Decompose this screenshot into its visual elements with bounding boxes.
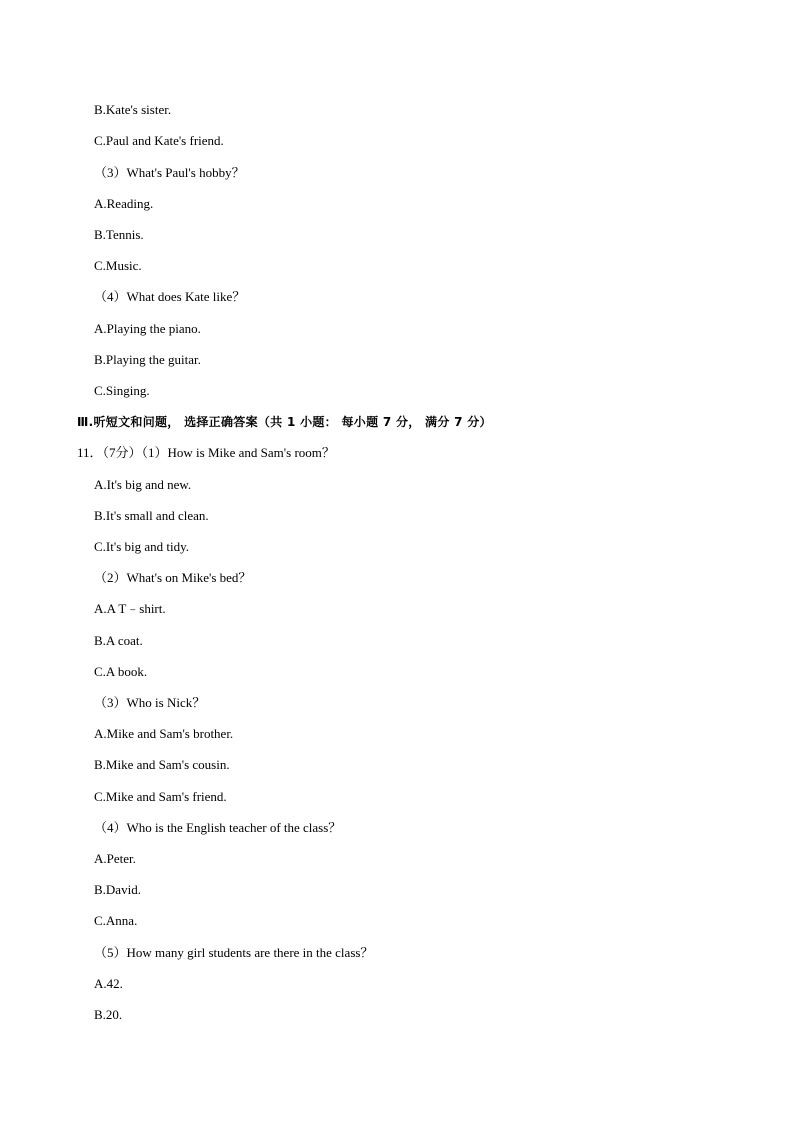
option-c-anna: C.Anna. [94, 913, 138, 928]
option-a-big-new: A.It's big and new. [94, 477, 192, 492]
option-b-kates-sister: B.Kate's sister. [94, 102, 172, 117]
question-3-who-nick: （3）Who is Nick？ [94, 695, 206, 710]
option-a-tshirt: A.A T﹣shirt. [94, 601, 166, 616]
question-5-girl-students: （5）How many girl students are there in the class？ [94, 945, 374, 960]
option-b-small-clean: B.It's small and clean. [94, 508, 209, 523]
option-c-music: C.Music. [94, 258, 142, 273]
option-b-david: B.David. [94, 882, 141, 897]
option-c-book: C.A book. [94, 664, 148, 679]
option-c-friend: C.Mike and Sam's friend. [94, 789, 227, 804]
option-c-singing: C.Singing. [94, 383, 150, 398]
question-4-english-teacher: （4）Who is the English teacher of the class？ [94, 820, 342, 835]
option-b-tennis: B.Tennis. [94, 227, 144, 242]
option-a-peter: A.Peter. [94, 851, 136, 866]
option-a-brother: A.Mike and Sam's brother. [94, 726, 234, 741]
option-c-paul-kate-friend: C.Paul and Kate's friend. [94, 133, 224, 148]
option-a-reading: A.Reading. [94, 196, 154, 211]
option-b-20: B.20. [94, 1007, 123, 1022]
question-11-room: 11．（7分）（1）How is Mike and Sam's room？ [77, 445, 335, 460]
option-b-coat: B.A coat. [94, 633, 143, 648]
section-heading-iii: Ⅲ.听短文和问题， 选择正确答案（共 1 小题： 每小题 7 分， 满分 7 分） [77, 415, 492, 429]
question-3-pauls-hobby: （3）What's Paul's hobby？ [94, 165, 245, 180]
question-2-mikes-bed: （2）What's on Mike's bed？ [94, 570, 252, 585]
option-a-42: A.42. [94, 976, 123, 991]
option-c-big-tidy: C.It's big and tidy. [94, 539, 190, 554]
question-4-kate-like: （4）What does Kate like？ [94, 289, 246, 304]
option-a-piano: A.Playing the piano. [94, 321, 201, 336]
option-b-guitar: B.Playing the guitar. [94, 352, 201, 367]
option-b-cousin: B.Mike and Sam's cousin. [94, 757, 230, 772]
